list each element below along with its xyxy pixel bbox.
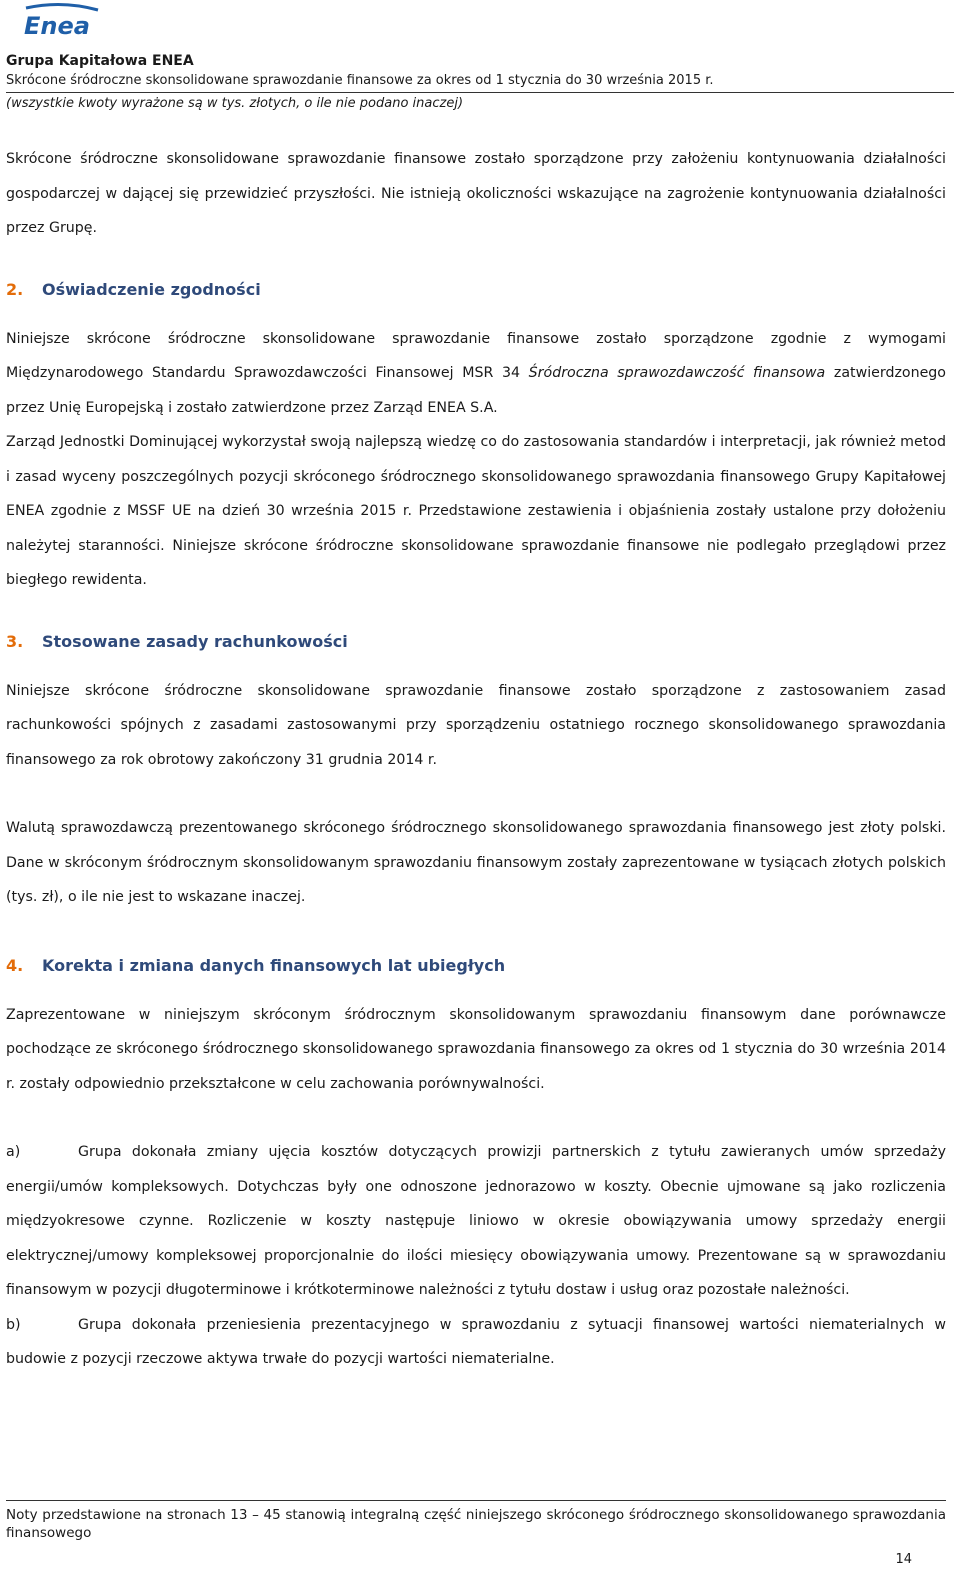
item-label: a) [6,1144,21,1160]
currency-paragraph: Walutą sprawozdawczą prezentowanego skróconego śródrocznego skonsolidowanego sprawozdania finansowego jest złoty polski. Dane w skróconym śródrocznym skonsolidowanym sprawozdaniu finansowym zostały zaprezentowane w tysiącach złotych polskich (tys. zł), o ile nie jest to wskazane inaczej. [6,820,946,905]
restatement-paragraph: Zaprezentowane w niniejszym skróconym śródrocznym skonsolidowanym sprawozdaniu finansowym dane porównawcze pochodzące ze skróconego śródrocznego skonsolidowanego sprawozdania finansowego za okres od 1 stycznia do 30 września 2014 r. zostały odpowiednio przekształcone w celu zachowania porównywalności. [6,1006,946,1092]
item-label: b) [6,1316,21,1333]
page-number: 14 [895,1552,912,1567]
report-subtitle: Skrócone śródroczne skonsolidowane sprawozdanie finansowe za okres od 1 stycznia do 30 września 2015 r. [6,73,714,88]
section-3-heading [6,625,946,659]
section-number: 2. [6,279,24,299]
enea-logo [22,2,102,38]
section-title: Korekta i zmiana danych finansowych lat ubiegłych [42,955,506,975]
section-title: Oświadczenie zgodności [42,279,261,299]
header-divider [6,92,954,93]
section-title: Stosowane zasady rachunkowości [42,631,348,651]
svg-text:Enea: Enea [24,12,90,38]
management-paragraph: Zarząd Jednostki Dominującej wykorzystał swoją najlepszą wiedzę co do zastosowania standardów i interpretacji, jak również metod i zasad wyceny poszczególnych pozycji skróconego śródrocznego skonsolidowanego sprawozdania finansowego Grupy Kapitałowej ENEA zgodnie z MSSF UE na dzień 30 września 2015 r. Przedstawione zestawienia i objaśnienia zostały ustalone przy dołożeniu należytej staranności. Niniejsze skrócone śródroczne skonsolidowane sprawozdanie finansowe nie podlegało przeglądowi przez biegłego rewidenta. [6,434,946,588]
section-number: 4. [6,955,24,975]
section-4-heading [6,949,946,983]
accounting-policies-paragraph: Niniejsze skrócone śródroczne skonsolidowane sprawozdanie finansowe zostało sporządzone z zastosowaniem zasad rachunkowości spójnych z zasadami zastosowanymi przy sporządzeniu ostatniego rocznego skonsolidowanego sprawozdania finansowego za rok obrotowy zakończony 31 grudnia 2014 r. [6,682,946,768]
paragraph-text: zatwierdzonego przez Unię Europejską i zostało zatwierdzone przez Zarząd ENEA S.A. [6,365,946,416]
list-item-b [6,1308,946,1377]
page-header [6,52,954,113]
compliance-paragraph [6,322,946,426]
document-body [6,142,946,1377]
intro-paragraph: Skrócone śródroczne skonsolidowane sprawozdanie finansowe zostało sporządzone przy założeniu kontynuowania działalności gospodarczej w dającej się przewidzieć przyszłości. Nie istnieją okoliczności wskazujące na zagrożenie kontynuowania działalności przez Grupę. [6,151,946,236]
page-footer: Noty przedstawione na stronach 13 – 45 stanowią integralną część niniejszego skróconego śródrocznego skonsolidowanego sprawozdania finansowego [6,1500,946,1542]
company-name: Grupa Kapitałowa ENEA [6,53,194,69]
paragraph-text: Niniejsze skrócone śródroczne skonsolidowane sprawozdanie finansowe zostało sporządzone zgodnie z wymogami Międzynarodowego Standardu Sprawozdawczości Finansowej MSR 34 [6,330,946,381]
item-text: Grupa dokonała przeniesienia prezentacyjnego w sprawozdaniu z sytuacji finansowej wartości niematerialnych w budowie z pozycji rzeczowe aktywa trwałe do pozycji wartości niematerialne. [6,1316,946,1367]
list-item-a [6,1135,946,1308]
item-text: Grupa dokonała zmiany ujęcia kosztów dotyczących prowizji partnerskich z tytułu zawieranych umów sprzedaży energii/umów kompleksowych. Dotychczas były one odnoszone jednorazowo w koszty. Obecnie ujmowane są jako rozliczenia międzyokresowe czynne. Rozliczenie w koszty następuje liniowo w okresie obowiązywania umowy sprzedaży energii elektrycznej/umowy kompleksowej proporcjonalnie do ilości miesięcy obowiązywania umowy. Prezentowane są w sprawozdaniu finansowym w pozycji długoterminowe i krótkoterminowe należności z tytułu dostaw i usług oraz pozostałe należności. [6,1144,946,1298]
standard-name: Śródroczna sprawozdawczość finansowa [528,365,826,381]
section-2-heading [6,273,946,307]
section-number: 3. [6,631,24,651]
amounts-note: (wszystkie kwoty wyrażone są w tys. złotych, o ile nie podano inaczej) [6,96,464,111]
